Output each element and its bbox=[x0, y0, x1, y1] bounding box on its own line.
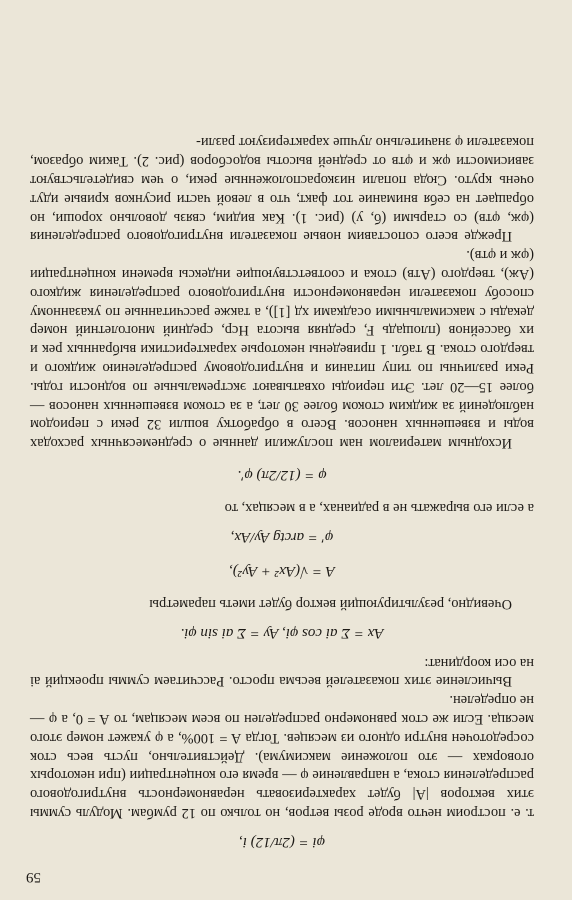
text-column bbox=[30, 133, 534, 862]
formula-sums: Ax = Σ ai cos φi, Ay = Σ ai sin φi. bbox=[180, 624, 384, 641]
formula-months: φ = (12/2π) φ′. bbox=[237, 467, 327, 484]
paragraph-4: а если его выражать не в радианах, а в месяцах, то bbox=[224, 500, 534, 517]
paragraph-3: Очевидно, результирующий вектор будет иметь параметры bbox=[149, 595, 512, 612]
page-number: 59 bbox=[26, 869, 41, 885]
paragraph-1: т. е. построим нечто вроде розы ветров, но только по 12 румбам. Модуль суммы этих векторов |A| будет характеризовать неравномерность внутригодового распределения стока, а направление φ — время его концентрации (при некоторых оговорках — это положение максимума). Действительно, пусть весь сток сосредоточен внутри одного из месяцев. Тогда A = 100%, а φ укажет номер этого месяца. Если же сток равномерно распределен по всем месяцам, то A = 0, а φ — не определен. bbox=[30, 692, 534, 821]
formula-arctg: φ′ = arctg Ay/Ax, bbox=[230, 529, 334, 546]
formula-phi-i: φi = (2π/12) i, bbox=[239, 834, 325, 850]
paragraph-6: Прежде всего сопоставим новые показатели внутригодового распределения (φж, φтв) со старыми (б, у) (рис. 1). Как видим, связь довольно хороши, но обращает на себя внимание тот факт, что в левой части рисунков кривые идут очень круто. Сюда попали низкорасположенные реки, о чем свидетельствуют зависимости φж и φтв от средней высоты водосборов (рис. 2). Таким образом, показатели φ значительно лучше характеризуют разли- bbox=[30, 134, 534, 245]
paragraph-2: Вычисление этих показателей весьма просто. Рассчитаем суммы проекций ai на оси координат: bbox=[30, 654, 534, 690]
paragraph-5: Исходным материалом нам послужили данные о среднемесячных расходах воды и взвешенных наносов. Всего в обработку вошли 32 реки с периодом наблюдений за жидким стоком более 30 лет, а за стоком взвешенных наносов — более 15—20 лет. Эти периоды охватывают экстремальные по водности годы. Реки различны по типу питания и внутригодовому распределению жидкого и твердого стока. В табл. 1 приведены некоторые характеристики выбранных рек и их бассейнов (площадь F, средняя высота Hср, средний многолетний номер декады с максимальными осадками xд [1]), а также рассчитанные по указанному способу показатели неравномерности внутригодового распределения жидкого (Aж), твердого (Aтв) стока и соответствующие индексы времени концентрации (φж и φтв). bbox=[30, 247, 534, 452]
formula-modulus: A = √(Ax² + Ay²), bbox=[229, 563, 335, 580]
